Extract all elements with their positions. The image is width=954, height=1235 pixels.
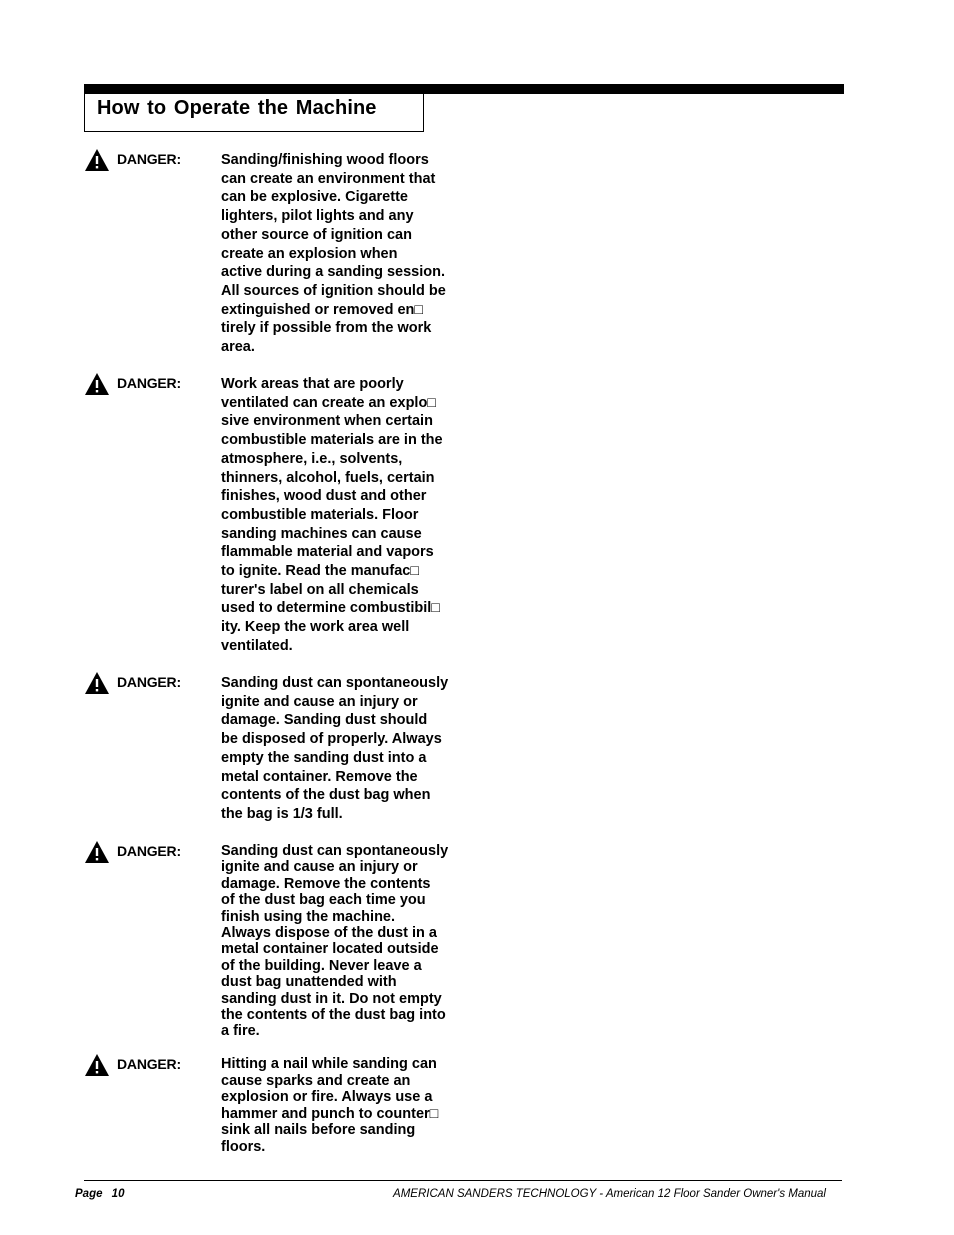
warning-triangle-icon	[84, 372, 110, 396]
page-number: Page 10	[75, 1188, 125, 1200]
warning-triangle-icon	[84, 671, 110, 695]
footer-rule	[84, 1180, 842, 1181]
danger-label: DANGER:	[117, 375, 181, 391]
danger-text: Work areas that are poorly ventilated can create an explo□ sive environment when certain combustible materials are in the atmosphere, i.e., solvents, thinners, alcohol, fuels, certain finishes, wood dust and other combustible materials. Floor sanding machines can cause flammable material and vapors to ignite. Read the manufac□ turer's label on all chemicals used to determine combustibil□ ity. Keep the work area well ventilated.	[221, 376, 443, 654]
page-title: How to Operate the Machine	[97, 97, 377, 119]
title-box	[84, 84, 424, 132]
danger-label: DANGER:	[117, 674, 181, 690]
warning-triangle-icon	[84, 148, 110, 172]
danger-text: Sanding dust can spontaneously ignite and cause an injury or damage. Sanding dust should be disposed of properly. Always empty the sanding dust into a metal container. Remove the contents of the dust bag when the bag is 1/3 full.	[221, 675, 449, 822]
danger-text: Hitting a nail while sanding can cause sparks and create an explosion or fire. Always use a hammer and punch to counter□ sink all nails before sanding floors.	[221, 1056, 439, 1155]
warning-triangle-icon	[84, 1053, 110, 1077]
title-box-bar	[85, 84, 423, 94]
danger-text: Sanding dust can spontaneously ignite and cause an injury or damage. Remove the contents of the dust bag each time you finish using the machine. Always dispose of the dust in a metal container located outside of the building. Never leave a dust bag unattended with sanding dust in it. Do not empty the contents of the dust bag into a fire.	[221, 843, 449, 1040]
danger-text: Sanding/finishing wood floors can create an environment that can be explosive. Cigarette lighters, pilot lights and any other source of ignition can create an explosion when active during a sanding session. All sources of ignition should be extinguished or removed en□ tirely if possible from the work area.	[221, 152, 446, 356]
danger-label: DANGER:	[117, 843, 181, 859]
manual-title: AMERICAN SANDERS TECHNOLOGY - American 12 Floor Sander Owner's Manual	[393, 1188, 826, 1200]
danger-label: DANGER:	[117, 151, 181, 167]
warning-triangle-icon	[84, 840, 110, 864]
danger-label: DANGER:	[117, 1056, 181, 1072]
